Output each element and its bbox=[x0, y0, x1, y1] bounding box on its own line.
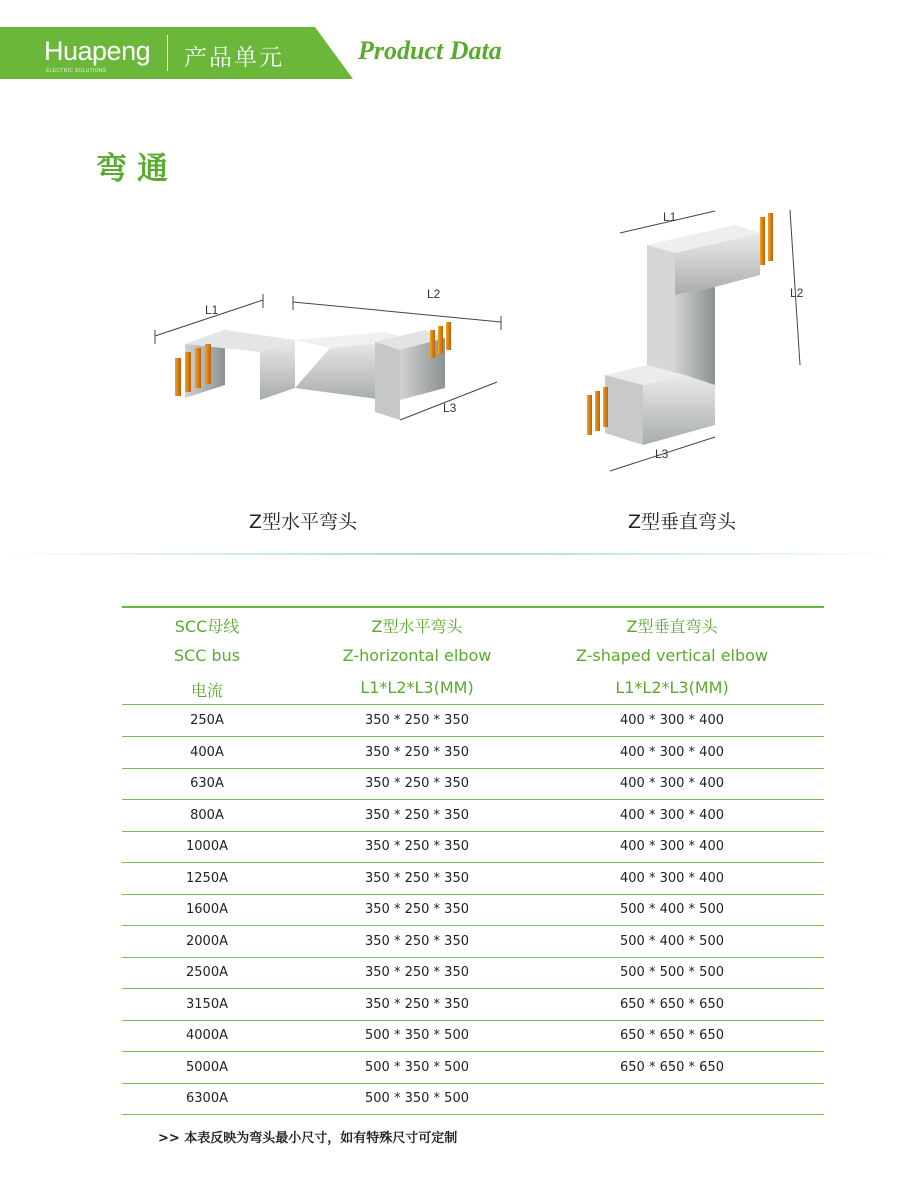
banner-divider bbox=[167, 35, 168, 71]
table-row bbox=[122, 705, 824, 737]
header-text: Z型水平弯头 bbox=[371, 617, 463, 636]
label-l3: L3 bbox=[443, 401, 457, 415]
header-col-horizontal bbox=[302, 614, 532, 710]
label-l3: L3 bbox=[655, 447, 669, 461]
cell-vertical: 400 * 300 * 400 bbox=[620, 839, 724, 854]
cell-current: 800A bbox=[190, 808, 224, 823]
label-l2: L2 bbox=[427, 287, 441, 301]
label-l2: L2 bbox=[790, 286, 804, 300]
table-row bbox=[122, 989, 824, 1021]
cell-vertical: 500 * 400 * 500 bbox=[620, 902, 724, 917]
table-row bbox=[122, 863, 824, 895]
cell-horizontal: 350 * 250 * 350 bbox=[365, 965, 469, 980]
header-text: SCC bus bbox=[173, 646, 241, 665]
header-col-bus bbox=[152, 614, 262, 710]
cell-horizontal: 350 * 250 * 350 bbox=[365, 902, 469, 917]
cell-current: 3150A bbox=[186, 997, 228, 1012]
z-vertical-elbow-diagram bbox=[575, 205, 815, 485]
section-title-cn: 产品单元 bbox=[184, 45, 284, 71]
label-l1: L1 bbox=[663, 210, 677, 224]
cell-horizontal: 500 * 350 * 500 bbox=[365, 1060, 469, 1075]
table-row bbox=[122, 1083, 824, 1115]
cell-horizontal: 350 * 250 * 350 bbox=[365, 808, 469, 823]
header-text: 电流 bbox=[190, 681, 223, 700]
cell-horizontal: 350 * 250 * 350 bbox=[365, 745, 469, 760]
cell-vertical: 400 * 300 * 400 bbox=[620, 776, 724, 791]
cell-vertical bbox=[552, 1083, 792, 1114]
table-top-rule bbox=[122, 606, 824, 608]
header-text: SCC母线 bbox=[174, 617, 240, 636]
cell-vertical: 500 * 500 * 500 bbox=[620, 965, 724, 980]
table-row bbox=[122, 800, 824, 832]
label-l1: L1 bbox=[205, 303, 219, 317]
cell-current: 1250A bbox=[186, 871, 228, 886]
cell-vertical: 650 * 650 * 650 bbox=[620, 997, 724, 1012]
cell-vertical: 650 * 650 * 650 bbox=[620, 1028, 724, 1043]
header-text: Z-shaped vertical elbow bbox=[575, 646, 769, 665]
header-text: L1*L2*L3(MM) bbox=[615, 678, 729, 697]
cell-vertical: 400 * 300 * 400 bbox=[620, 745, 724, 760]
cell-current: 400A bbox=[190, 745, 224, 760]
section-title-en: Product Data bbox=[358, 36, 502, 65]
cell-current: 2000A bbox=[186, 934, 228, 949]
table-row bbox=[122, 926, 824, 958]
table-row bbox=[122, 831, 824, 863]
cell-vertical: 650 * 650 * 650 bbox=[620, 1060, 724, 1075]
table-row bbox=[122, 894, 824, 926]
cell-current: 250A bbox=[190, 713, 224, 728]
page-title: 弯通 bbox=[96, 151, 178, 187]
cell-vertical: 400 * 300 * 400 bbox=[620, 871, 724, 886]
table-row bbox=[122, 957, 824, 989]
cell-current: 630A bbox=[190, 776, 224, 791]
cell-vertical: 400 * 300 * 400 bbox=[620, 808, 724, 823]
brand-logo: Huapeng bbox=[44, 36, 151, 66]
z-horizontal-elbow-diagram bbox=[145, 280, 515, 440]
cell-vertical: 500 * 400 * 500 bbox=[620, 934, 724, 949]
cell-current: 1600A bbox=[186, 902, 228, 917]
header-text: Z型垂直弯头 bbox=[626, 617, 718, 636]
cell-current: 5000A bbox=[186, 1060, 228, 1075]
section-divider bbox=[0, 553, 900, 555]
caption-z-horizontal: Z型水平弯头 bbox=[249, 511, 358, 533]
cell-current: 2500A bbox=[186, 965, 228, 980]
header-text: L1*L2*L3(MM) bbox=[360, 678, 474, 697]
header-col-vertical bbox=[552, 614, 792, 710]
cell-horizontal: 350 * 250 * 350 bbox=[365, 871, 469, 886]
table-footnote: >> 本表反映为弯头最小尺寸，如有特殊尺寸可定制 bbox=[158, 1131, 458, 1146]
table-row bbox=[122, 1052, 824, 1084]
table-row bbox=[122, 768, 824, 800]
cell-horizontal: 350 * 250 * 350 bbox=[365, 776, 469, 791]
cell-horizontal: 350 * 250 * 350 bbox=[365, 839, 469, 854]
cell-current: 1000A bbox=[186, 839, 228, 854]
cell-horizontal: 350 * 250 * 350 bbox=[365, 713, 469, 728]
header-text: Z-horizontal elbow bbox=[342, 646, 492, 665]
cell-current: 6300A bbox=[186, 1091, 228, 1106]
caption-z-vertical: Z型垂直弯头 bbox=[628, 511, 737, 533]
cell-horizontal: 350 * 250 * 350 bbox=[365, 997, 469, 1012]
cell-current: 4000A bbox=[186, 1028, 228, 1043]
cell-horizontal: 500 * 350 * 500 bbox=[365, 1091, 469, 1106]
table-row bbox=[122, 737, 824, 769]
cell-horizontal: 500 * 350 * 500 bbox=[365, 1028, 469, 1043]
table-row bbox=[122, 1020, 824, 1052]
cell-vertical: 400 * 300 * 400 bbox=[620, 713, 724, 728]
cell-horizontal: 350 * 250 * 350 bbox=[365, 934, 469, 949]
brand-tagline: ELECTRIC SOLUTIONS bbox=[46, 68, 107, 74]
